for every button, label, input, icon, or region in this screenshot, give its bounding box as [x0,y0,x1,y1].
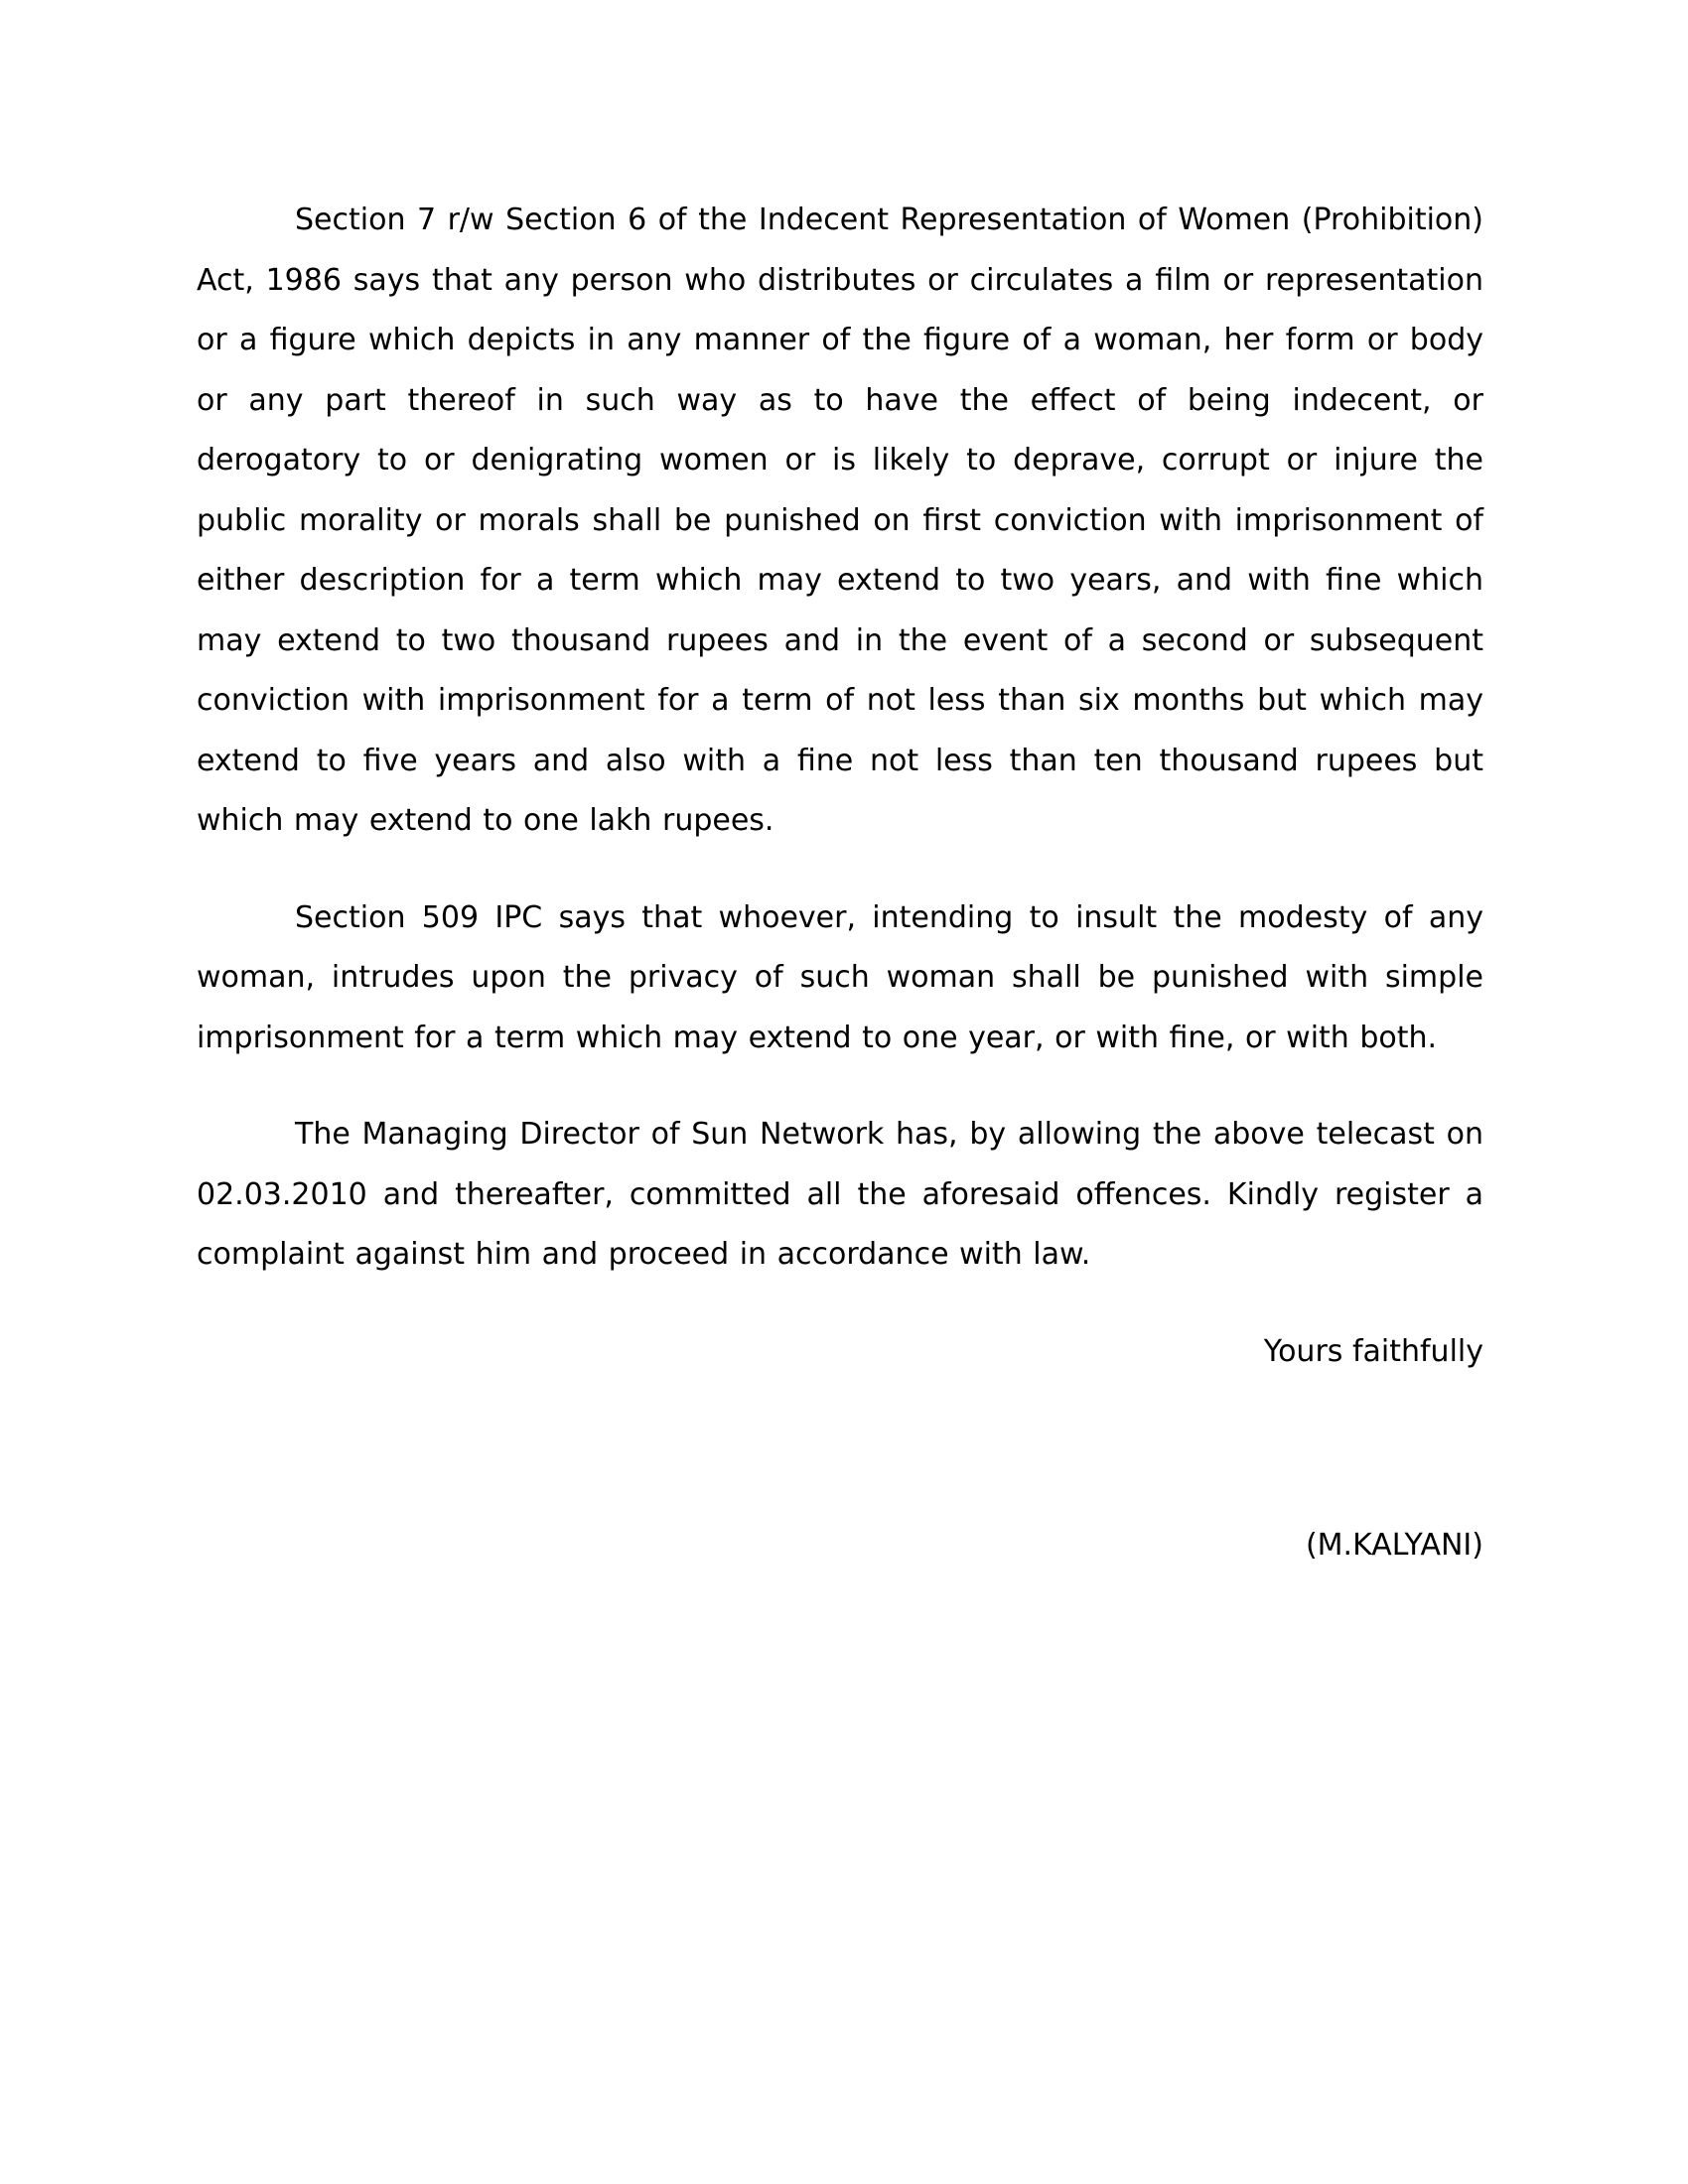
letter-body [197,191,1483,1563]
paragraph-section-7: Section 7 r/w Section 6 of the Indecent Representation of Women (Prohibition) Act, 1986 says that any person who distributes or circulates a film or representation or a figure which depicts in any manner of the figure of a woman, her form or body or any part thereof in such way as to have the effect of being indecent, or derogatory to or denigrating women or is likely to deprave, corrupt or injure the public morality or morals shall be punished on first conviction with imprisonment of either description for a term which may extend to two years, and with fine which may extend to two thousand rupees and in the event of a second or subsequent conviction with imprisonment for a term of not less than six months but which may extend to five years and also with a fine not less than ten thousand rupees but which may extend to one lakh rupees. [197,203,1483,838]
paragraph-complaint-request: The Managing Director of Sun Network has, by allowing the above telecast on 02.03.2010 and thereafter, committed all the aforesaid offences. Kindly register a complaint against him and proceed in accordance with law. [197,1117,1483,1272]
closing-line: Yours faithfully [1263,1333,1483,1369]
signature-name: (M.KALYANI) [1305,1528,1483,1563]
paragraph-section-509: Section 509 IPC says that whoever, intending to insult the modesty of any woman, intrudes upon the privacy of such woman shall be punished with simple imprisonment for a term which may extend to one year, or with fine, or with both. [197,899,1483,1055]
